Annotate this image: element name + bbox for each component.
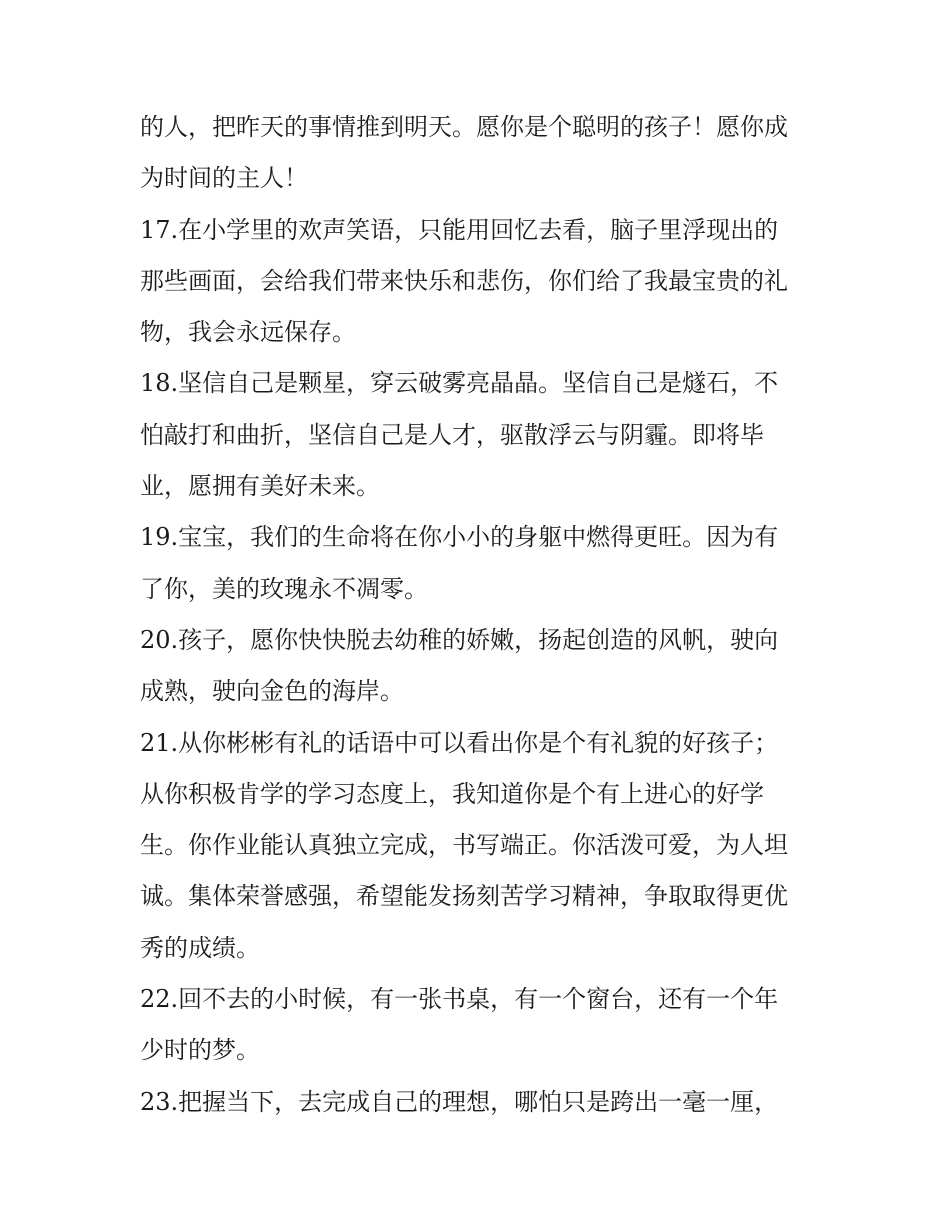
text-line: 生。你作业能认真独立完成，书写端正。你活泼可爱，为人坦 [140,831,788,860]
text-line: 为时间的主人！ [140,164,308,193]
text-line: 20.孩子，愿你快快脱去幼稚的娇嫩，扬起创造的风帆，驶向 [140,625,779,654]
text-line: 怕敲打和曲折，坚信自己是人才，驱散浮云与阴霾。即将毕 [140,420,764,449]
text-line: 那些画面，会给我们带来快乐和悲伤，你们给了我最宝贵的礼 [140,266,788,295]
text-line: 23.把握当下，去完成自己的理想，哪怕只是跨出一毫一厘， [140,1087,779,1116]
text-line: 业，愿拥有美好未来。 [140,472,380,501]
text-line: 从你积极肯学的学习态度上，我知道你是个有上进心的好学 [140,779,764,808]
text-line: 18.坚信自己是颗星，穿云破雾亮晶晶。坚信自己是燧石，不 [140,369,779,398]
text-line: 诚。集体荣誉感强，希望能发扬刻苦学习精神，争取取得更优 [140,882,788,911]
text-line: 的人，把昨天的事情推到明天。愿你是个聪明的孩子！愿你成 [140,113,788,141]
text-line: 少时的梦。 [140,1036,260,1065]
text-line: 21.从你彬彬有礼的话语中可以看出你是个有礼貌的好孩子； [140,728,779,757]
text-line: 秀的成绩。 [140,933,260,962]
text-line: 22.回不去的小时候，有一张书桌，有一个窗台，还有一个年 [140,985,779,1014]
text-line: 物，我会永远保存。 [140,318,356,347]
text-line: 17.在小学里的欢声笑语，只能用回忆去看，脑子里浮现出的 [140,215,779,244]
text-line: 19.宝宝，我们的生命将在你小小的身躯中燃得更旺。因为有 [140,523,779,552]
text-line: 了你，美的玫瑰永不凋零。 [140,574,428,603]
body-text [140,102,820,1128]
text-line: 成熟，驶向金色的海岸。 [140,677,404,706]
